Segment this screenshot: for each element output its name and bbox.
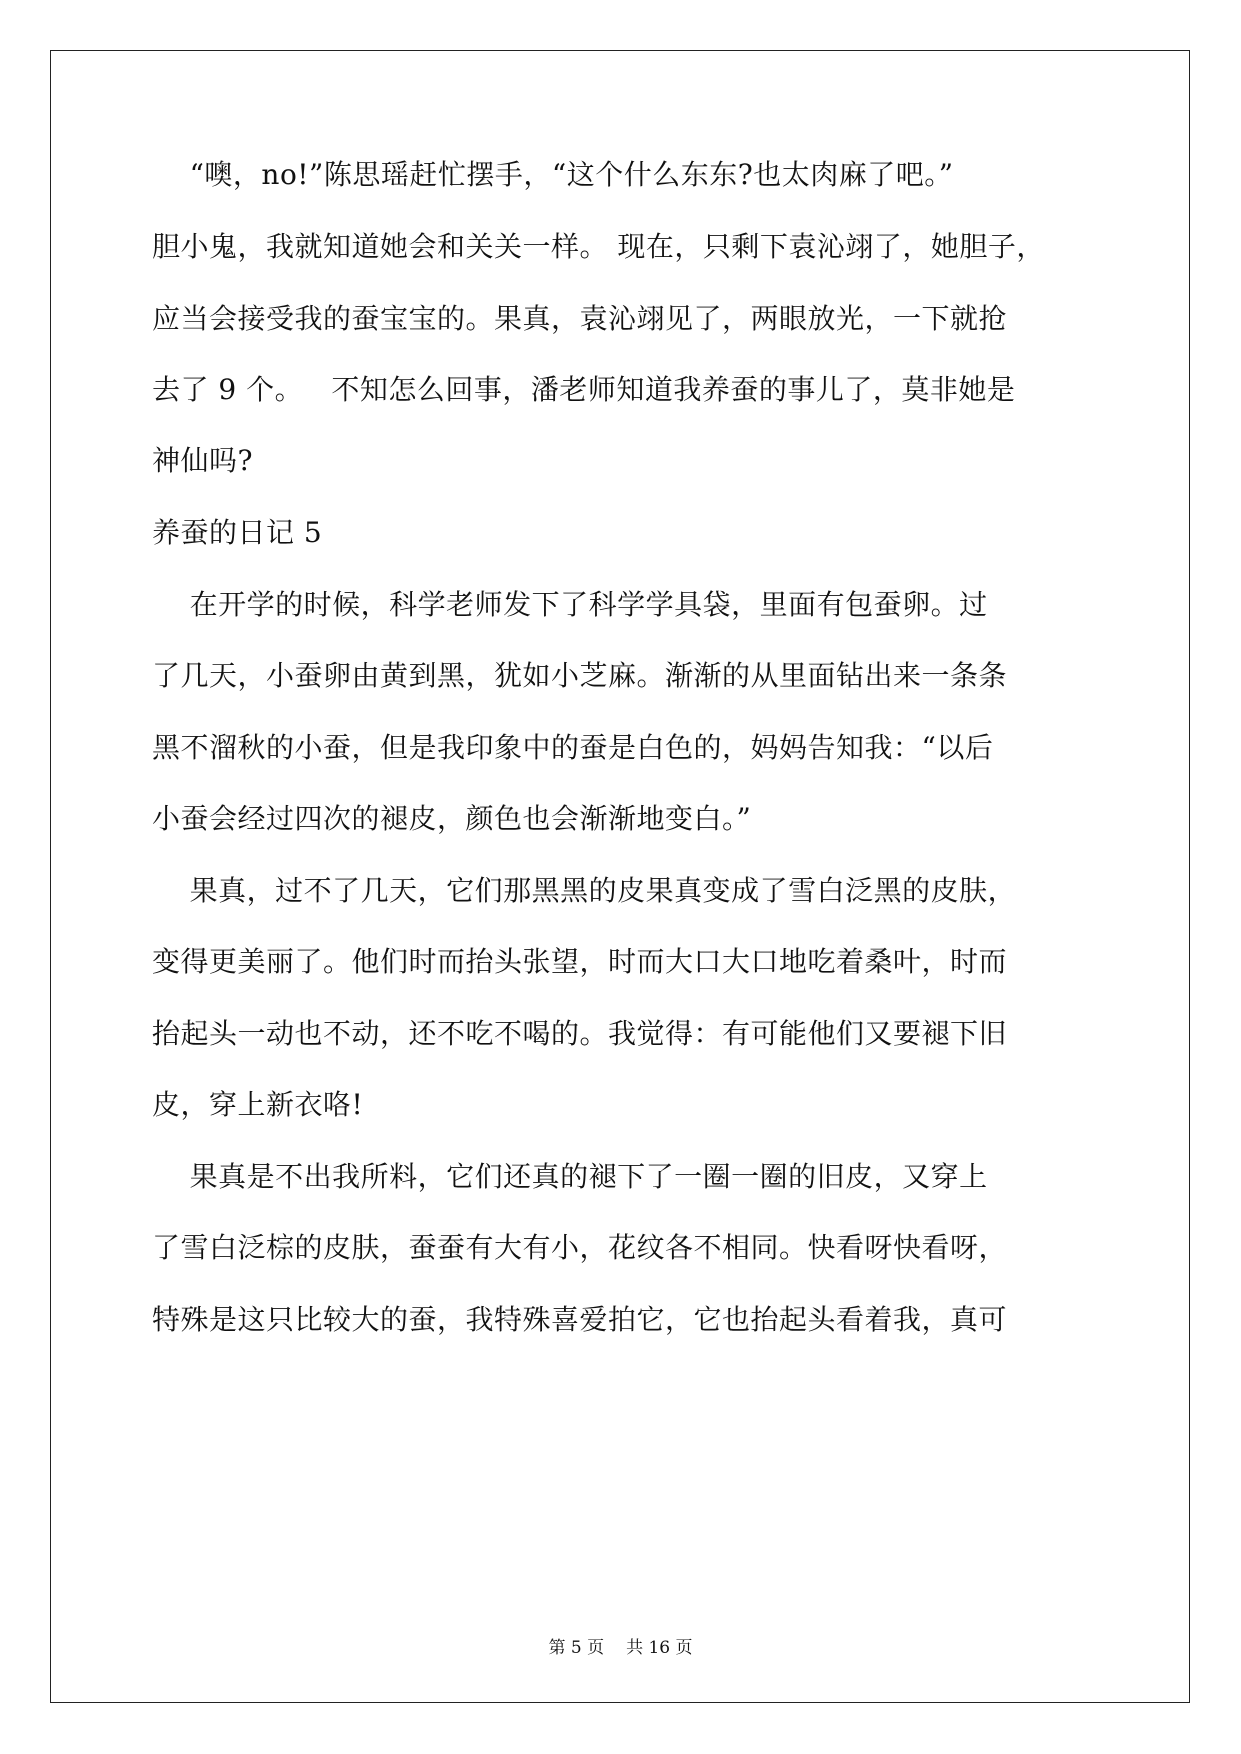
text-line: 黑不溜秋的小蚕，但是我印象中的蚕是白色的，妈妈告知我：“以后 [152, 731, 994, 764]
page-number: 第 5 页 [548, 1638, 605, 1658]
text-line: 去了 9 个。 不知怎么回事，潘老师知道我养蚕的事儿了，莫非她是 [152, 373, 1016, 406]
text-line: “噢，no!”陈思瑶赶忙摆手，“这个什么东东?也太肉麻了吧。” [152, 158, 954, 191]
text-line: 应当会接受我的蚕宝宝的。果真，袁沁翊见了，两眼放光，一下就抢 [152, 302, 1008, 335]
text-line: 了雪白泛棕的皮肤，蚕蚕有大有小，花纹各不相同。快看呀快看呀， [152, 1231, 1008, 1264]
text-line: 果真，过不了几天，它们那黑黑的皮果真变成了雪白泛黑的皮肤， [152, 874, 1017, 907]
text-line: 了几天，小蚕卵由黄到黑，犹如小芝麻。渐渐的从里面钻出来一条条 [152, 659, 1008, 692]
text-line: 在开学的时候，科学老师发下了科学学具袋，里面有包蚕卵。过 [152, 588, 988, 621]
text-line: 皮，穿上新衣咯! [152, 1088, 364, 1121]
text-line: 小蚕会经过四次的褪皮，颜色也会渐渐地变白。” [152, 802, 752, 835]
text-line: 特殊是这只比较大的蚕，我特殊喜爱拍它，它也抬起头看着我，真可 [152, 1303, 1008, 1336]
page-footer [0, 1637, 1241, 1659]
text-line: 变得更美丽了。他们时而抬头张望，时而大口大口地吃着桑叶，时而 [152, 945, 1008, 978]
section-heading: 养蚕的日记 5 [152, 516, 323, 549]
page-total: 共 16 页 [626, 1638, 693, 1658]
text-line: 抬起头一动也不动，还不吃不喝的。我觉得：有可能他们又要褪下旧 [152, 1017, 1008, 1050]
text-line: 胆小鬼，我就知道她会和关关一样。 现在，只剩下袁沁翊了，她胆子， [152, 230, 1045, 263]
text-line: 果真是不出我所料，它们还真的褪下了一圈一圈的旧皮，又穿上 [152, 1160, 988, 1193]
text-line: 神仙吗? [152, 444, 254, 477]
